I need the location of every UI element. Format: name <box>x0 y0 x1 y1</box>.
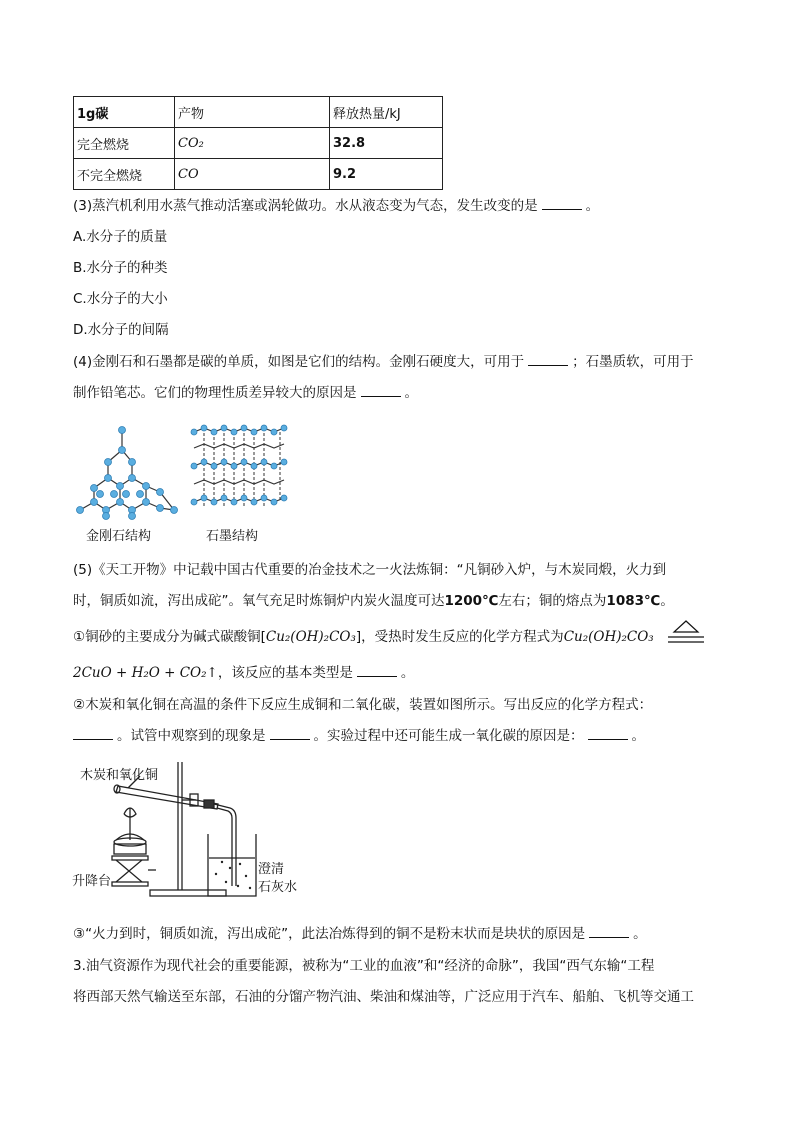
q5-intro-line-2 <box>73 591 674 611</box>
heat-table <box>73 96 443 190</box>
q5-sub1-line-2 <box>73 663 414 683</box>
q3-stem-end: 。 <box>585 198 600 214</box>
answer-blank[interactable] <box>270 727 310 740</box>
q5-sub2-line-2 <box>73 726 645 746</box>
apparatus-label-water: 石灰水 <box>258 880 298 895</box>
q5-text: 时，铜质如流，泻出成砣”。氧气充足时炼铜炉内炭火温度可达 <box>73 593 445 609</box>
table-cell: CO₂ <box>175 128 330 159</box>
table-header-cell: 1g碳 <box>74 97 175 128</box>
table-row <box>74 128 443 159</box>
apparatus-label-stand: 升降台 <box>72 874 112 889</box>
table-cell: 9.2 <box>330 159 443 190</box>
q3-stem <box>73 196 599 216</box>
q5-text: 。 <box>631 728 645 744</box>
q5-sub2-line-1: ②木炭和氧化铜在高温的条件下反应生成铜和二氧化碳，装置如图所示。写出反应的化学方程式： <box>73 697 653 713</box>
table-header-cell: 产物 <box>175 97 330 128</box>
q4-text: 制作铅笔芯。它们的物理性质差异较大的原因是 <box>73 385 357 401</box>
q4-text: ；石墨质软，可用于 <box>572 354 694 370</box>
answer-blank[interactable] <box>588 727 628 740</box>
answer-blank[interactable] <box>528 353 568 366</box>
q5-sub1-line-1 <box>73 627 654 647</box>
q3-option-b: B.水分子的种类 <box>73 260 168 276</box>
q6-line-2: 将西部天然气输送至东部，石油的分馏产物汽油、柴油和煤油等，广泛应用于汽车、船舶、飞机等交通工 <box>73 989 694 1005</box>
answer-blank[interactable] <box>73 727 113 740</box>
q5-text: ①铜砂的主要成分为碱式碳酸铜[ <box>73 629 266 645</box>
temperature-value: 1083℃ <box>606 593 661 609</box>
answer-blank[interactable] <box>357 664 397 677</box>
q4-line-1 <box>73 352 694 372</box>
q4-line-2 <box>73 383 418 403</box>
table-cell: 不完全燃烧 <box>74 159 175 190</box>
q3-option-c: C.水分子的大小 <box>73 291 168 307</box>
diamond-structure-figure <box>70 422 182 522</box>
q5-text: 。试管中观察到的现象是 <box>117 728 266 744</box>
q3-stem-text: (3)蒸汽机利用水蒸气推动活塞或涡轮做功。水从液态变为气态，发生改变的是 <box>73 198 538 214</box>
q5-sub3-line <box>73 924 647 944</box>
answer-blank[interactable] <box>542 197 582 210</box>
q5-text: 。 <box>660 593 674 609</box>
table-row <box>74 159 443 190</box>
q4-text: 。 <box>404 385 418 401</box>
temperature-value: 1200℃ <box>444 593 499 609</box>
table-header-row <box>74 97 443 128</box>
answer-blank[interactable] <box>361 384 401 397</box>
chemical-equation-products: 2CuO + H₂O + CO₂↑ <box>73 665 218 681</box>
table-cell: CO <box>175 159 330 190</box>
q5-intro-line-1: (5)《天工开物》中记载中国古代重要的冶金技术之一火法炼铜：“凡铜砂入炉，与木炭同煅，火力到 <box>73 562 667 578</box>
q3-option-a: A.水分子的质量 <box>73 229 168 245</box>
q6-line-1: 3.油气资源作为现代社会的重要能源，被称为“工业的血液”和“经济的命脉”，我国“西气东输“工程 <box>73 958 655 974</box>
q4-text: (4)金刚石和石墨都是碳的单质，如图是它们的结构。金刚石硬度大，可用于 <box>73 354 525 370</box>
q5-text: 左右；铜的熔点为 <box>498 593 607 609</box>
apparatus-label-water: 澄清 <box>258 862 285 877</box>
table-cell: 32.8 <box>330 128 443 159</box>
q5-text: ③“火力到时，铜质如流，泻出成砣”，此法冶炼得到的铜不是粉末状而是块状的原因是 <box>73 926 586 942</box>
q5-text: 。 <box>633 926 647 942</box>
table-cell: 完全燃烧 <box>74 128 175 159</box>
diamond-caption: 金刚石结构 <box>86 529 152 544</box>
q5-text: ]，受热时发生反应的化学方程式为 <box>355 629 564 645</box>
chemical-formula: Cu₂(OH)₂CO₃ <box>563 629 654 645</box>
graphite-structure-figure <box>190 422 290 514</box>
q5-text: ，该反应的基本类型是 <box>217 665 353 681</box>
q3-option-d: D.水分子的间隔 <box>73 322 169 338</box>
apparatus-label-tube: 木炭和氧化铜 <box>80 768 159 783</box>
q5-text: 。 <box>400 665 415 681</box>
q5-text: 。实验过程中还可能生成一氧化碳的原因是： <box>313 728 584 744</box>
graphite-caption: 石墨结构 <box>206 529 259 544</box>
chemical-formula: Cu₂(OH)₂CO₃ <box>265 629 356 645</box>
table-header-cell: 释放热量/kJ <box>330 97 443 128</box>
answer-blank[interactable] <box>589 925 629 938</box>
heating-triangle-icon <box>666 618 706 648</box>
